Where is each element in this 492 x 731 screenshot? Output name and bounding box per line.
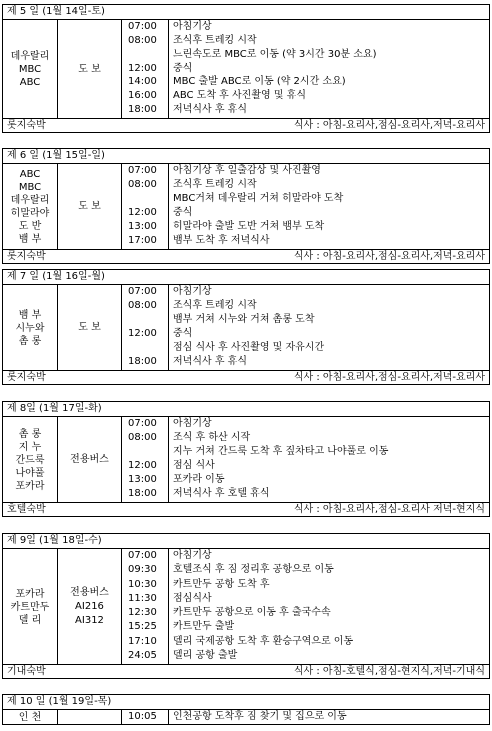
day-footer bbox=[3, 118, 489, 133]
place-name: 시누와 bbox=[15, 322, 45, 334]
schedule-activity: 점심식사 bbox=[173, 592, 212, 604]
activity-column bbox=[169, 20, 489, 119]
transport-mode: 도 보 bbox=[78, 322, 101, 333]
transport-mode: 도 보 bbox=[78, 63, 101, 75]
schedule-time: 14:00 bbox=[128, 76, 157, 88]
meals-text: 식사 : 아침-요리사,점심-요리사 저녁-현지식 bbox=[293, 504, 485, 515]
transport-column bbox=[58, 285, 122, 371]
lodging-text: 기내숙박 bbox=[7, 666, 46, 677]
transport-mode: AI216 bbox=[75, 601, 104, 612]
schedule-activity: 조식후 트레킹 시작 bbox=[173, 300, 257, 311]
place-name: 지 누 bbox=[18, 441, 42, 453]
schedule-time: 12:00 bbox=[128, 460, 157, 471]
place-name: 뱀 부 bbox=[18, 309, 42, 321]
places-column bbox=[3, 710, 58, 725]
lodging-text: 호텔숙박 bbox=[7, 504, 46, 515]
schedule-time: 10:05 bbox=[128, 711, 157, 722]
schedule-time: 12:00 bbox=[128, 328, 157, 339]
meals-text: 식사 : 아침-요리사,점심-요리사,저녁-요리사 bbox=[293, 120, 485, 131]
place-name: 포카라 bbox=[15, 480, 45, 492]
schedule-activity: 지누 거쳐 간드룩 도착 후 짚차타고 나야풀로 이동 bbox=[173, 446, 389, 457]
schedule-activity: 저녁식사 후 호텔 휴식 bbox=[173, 488, 270, 499]
day-header: 제 7 일 (1월 16일-월) bbox=[3, 270, 489, 285]
activity-column bbox=[169, 549, 489, 665]
schedule-time bbox=[122, 445, 168, 459]
schedule-activity: 중식 bbox=[173, 207, 193, 218]
place-name: MBC bbox=[18, 64, 42, 75]
schedule-time: 13:00 bbox=[128, 221, 157, 232]
schedule-activity: 호텔조식 후 짐 정리후 공항으로 이동 bbox=[173, 564, 334, 576]
schedule-time bbox=[122, 313, 168, 327]
place-name: 간드룩 bbox=[15, 454, 45, 466]
schedule-time: 16:00 bbox=[128, 90, 157, 102]
place-name: 데우랄리 bbox=[10, 51, 50, 62]
day-header: 제 6 일 (1월 15일-일) bbox=[3, 149, 489, 164]
time-column bbox=[122, 710, 169, 725]
day-footer bbox=[3, 502, 489, 517]
schedule-activity: 중식 bbox=[173, 62, 193, 74]
lodging-text: 롯지숙박 bbox=[7, 120, 46, 131]
place-name: 도 반 bbox=[18, 221, 42, 232]
schedule-time: 08:00 bbox=[128, 34, 157, 46]
time-column bbox=[122, 20, 169, 119]
day-footer bbox=[3, 370, 489, 385]
day-block bbox=[2, 4, 490, 133]
schedule-time: 18:00 bbox=[128, 356, 157, 367]
day-block bbox=[2, 401, 490, 517]
day-header: 제 5 일 (1월 14일-토) bbox=[3, 5, 489, 20]
day-block bbox=[2, 269, 490, 385]
schedule-time: 08:00 bbox=[128, 432, 157, 443]
time-column bbox=[122, 549, 169, 665]
place-name: MBC bbox=[18, 182, 42, 193]
activity-column bbox=[169, 164, 489, 250]
transport-column bbox=[58, 164, 122, 250]
schedule-activity: 뱀부 도착 후 저녁식사 bbox=[173, 235, 270, 246]
meals-text: 식사 : 아침-호텔식,점심-현지식,저녁-기내식 bbox=[293, 666, 485, 677]
places-column bbox=[3, 549, 58, 665]
schedule-activity: MBC거쳐 데우랄리 거쳐 히말라야 도착 bbox=[173, 193, 344, 204]
place-name: 카트만두 bbox=[10, 601, 50, 613]
places-column bbox=[3, 417, 58, 503]
transport-mode: 전용버스 bbox=[70, 587, 109, 598]
places-column bbox=[3, 20, 58, 119]
schedule-activity: 포카라 이동 bbox=[173, 474, 225, 485]
schedule-time: 07:00 bbox=[128, 418, 157, 429]
day-block bbox=[2, 533, 490, 679]
schedule-activity: 조식후 트레킹 시작 bbox=[173, 179, 257, 190]
place-name: ABC bbox=[19, 169, 41, 180]
place-name: 히말라야 bbox=[10, 208, 50, 219]
schedule-time: 17:00 bbox=[128, 235, 157, 246]
schedule-time: 11:30 bbox=[128, 592, 157, 604]
transport-column bbox=[58, 417, 122, 503]
schedule-activity: 점심 식사 bbox=[173, 460, 215, 471]
schedule-time: 08:00 bbox=[128, 300, 157, 311]
schedule-activity: 점심 식사 후 사진촬영 및 자유시간 bbox=[173, 342, 325, 353]
schedule-activity: 느린속도로 MBC로 이동 (약 3시간 30분 소요) bbox=[173, 48, 377, 60]
schedule-time: 24:05 bbox=[128, 649, 157, 661]
schedule-activity: 델리 국제공항 도착 후 환승구역으로 이동 bbox=[173, 635, 354, 647]
schedule-activity: 델리 공항 출발 bbox=[173, 649, 238, 661]
transport-column bbox=[58, 549, 122, 665]
place-name: 촘 롱 bbox=[18, 335, 42, 347]
schedule-time: 07:00 bbox=[128, 165, 157, 176]
schedule-time: 07:00 bbox=[128, 286, 157, 297]
schedule-time: 12:30 bbox=[128, 607, 157, 618]
place-name: 포카라 bbox=[15, 588, 45, 600]
place-name: 나야풀 bbox=[15, 467, 45, 479]
place-name: ABC bbox=[19, 77, 41, 88]
schedule-time: 07:00 bbox=[128, 21, 157, 32]
schedule-time: 09:30 bbox=[128, 564, 157, 576]
lodging-text: 롯지숙박 bbox=[7, 251, 46, 262]
schedule-time: 17:10 bbox=[128, 635, 157, 647]
schedule-activity: 저녁식사 후 휴식 bbox=[173, 104, 247, 116]
activity-column bbox=[169, 285, 489, 371]
schedule-time: 10:30 bbox=[128, 578, 157, 590]
schedule-activity: MBC 출발 ABC로 이동 (약 2시간 소요) bbox=[173, 76, 346, 88]
schedule-time: 08:00 bbox=[128, 179, 157, 190]
day-header: 제 8일 (1월 17일-화) bbox=[3, 402, 489, 417]
schedule-time: 12:00 bbox=[128, 207, 157, 218]
meals-text: 식사 : 아침-요리사,점심-요리사,저녁-요리사 bbox=[293, 251, 485, 262]
schedule-time: 07:00 bbox=[128, 550, 157, 561]
transport-mode: AI312 bbox=[75, 615, 104, 626]
schedule-activity: 카트만두 공항으로 이동 후 출국수속 bbox=[173, 607, 331, 618]
schedule-activity: 조식후 트레킹 시작 bbox=[173, 34, 257, 46]
time-column bbox=[122, 417, 169, 503]
place-name: 뱀 부 bbox=[18, 234, 42, 245]
time-column bbox=[122, 164, 169, 250]
schedule-time bbox=[122, 192, 168, 206]
time-column bbox=[122, 285, 169, 371]
transport-mode: 도 보 bbox=[78, 201, 101, 212]
day-footer bbox=[3, 664, 489, 679]
schedule-activity: 뱀부 거쳐 시누와 거쳐 촘롱 도착 bbox=[173, 314, 315, 325]
schedule-time bbox=[122, 48, 168, 62]
place-name: 인 천 bbox=[18, 712, 42, 723]
schedule-activity: 저녁식사 후 휴식 bbox=[173, 356, 247, 367]
day-block bbox=[2, 148, 490, 264]
lodging-text: 롯지숙박 bbox=[7, 372, 46, 383]
schedule-time bbox=[122, 341, 168, 355]
schedule-activity: 아침기상 bbox=[173, 286, 212, 297]
schedule-activity: 아침기상 bbox=[173, 418, 212, 429]
transport-column bbox=[58, 20, 122, 119]
place-name: 델 리 bbox=[18, 614, 42, 626]
schedule-activity: 아침기상 bbox=[173, 21, 212, 32]
schedule-activity: 히말라야 출발 도반 거쳐 뱀부 도착 bbox=[173, 221, 325, 232]
schedule-time: 18:00 bbox=[128, 488, 157, 499]
schedule-activity: 아침기상 후 일출감상 및 사진촬영 bbox=[173, 165, 321, 176]
schedule-activity: ABC 도착 후 사진촬영 및 휴식 bbox=[173, 90, 307, 102]
schedule-time: 18:00 bbox=[128, 104, 157, 116]
day-header: 제 10 일 (1월 19일-목) bbox=[3, 695, 489, 710]
schedule-activity: 조식 후 하산 시작 bbox=[173, 432, 251, 443]
schedule-activity: 아침기상 bbox=[173, 550, 212, 561]
place-name: 촘 롱 bbox=[18, 428, 42, 440]
place-name: 데우랄리 bbox=[10, 195, 50, 206]
schedule-activity: 카트만두 출발 bbox=[173, 621, 235, 633]
schedule-activity: 인천공항 도착후 짐 찾기 및 집으로 이동 bbox=[173, 711, 347, 722]
day-block bbox=[2, 694, 490, 725]
schedule-time: 13:00 bbox=[128, 474, 157, 485]
transport-column bbox=[58, 710, 122, 725]
schedule-activity: 중식 bbox=[173, 328, 193, 339]
transport-mode: 전용버스 bbox=[70, 454, 109, 465]
schedule-time: 12:00 bbox=[128, 62, 157, 74]
meals-text: 식사 : 아침-요리사,점심-요리사,저녁-요리사 bbox=[293, 372, 485, 383]
activity-column bbox=[169, 417, 489, 503]
schedule-time: 15:25 bbox=[128, 621, 157, 633]
activity-column bbox=[169, 710, 489, 725]
places-column bbox=[3, 285, 58, 371]
schedule-activity: 카트만두 공항 도착 후 bbox=[173, 578, 270, 590]
day-footer bbox=[3, 249, 489, 264]
places-column bbox=[3, 164, 58, 250]
day-header: 제 9일 (1월 18일-수) bbox=[3, 534, 489, 549]
